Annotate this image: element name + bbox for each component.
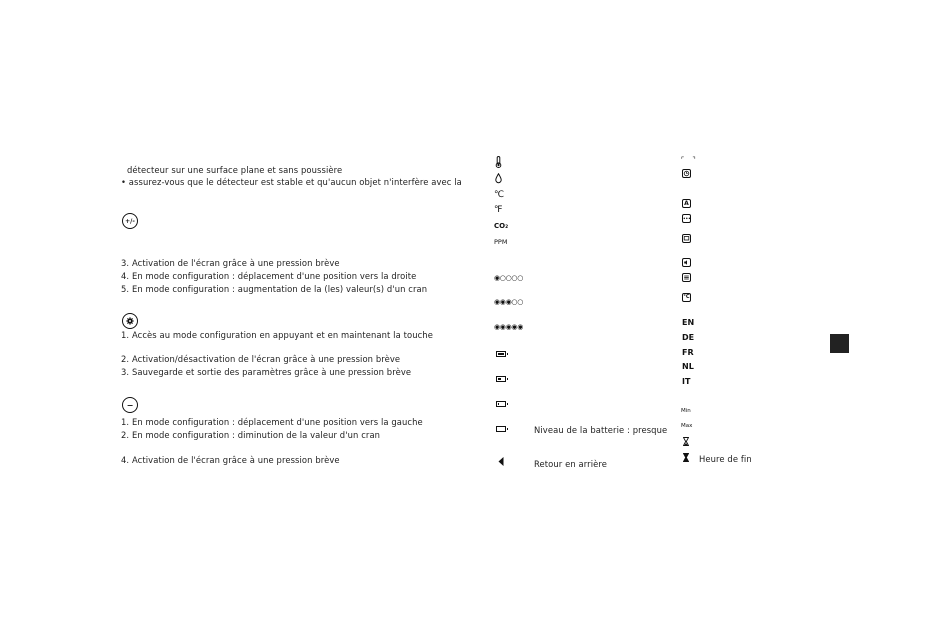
clock-box-icon: [682, 169, 691, 178]
end-time-text: Heure de fin: [699, 454, 752, 464]
co2-icon: CO₂: [494, 222, 509, 230]
minus-line-1: 1. En mode configuration : déplacement d'une position vers la gauche: [121, 417, 423, 427]
language-nl: NL: [682, 362, 694, 371]
gear-icon: [122, 313, 138, 329]
language-fr: FR: [682, 348, 694, 357]
minus-line-2: 2. En mode configuration : diminution de la valeur d'un cran: [121, 430, 381, 440]
battery-half-icon: [496, 376, 506, 382]
max-icon: Max: [681, 423, 693, 429]
language-en: EN: [682, 318, 695, 327]
plus-minus-icon-label: +/-: [125, 217, 135, 225]
gear-line-1: 1. Accès au mode configuration en appuyant et en maintenant la touche: [121, 330, 433, 340]
plus-minus-line-4: 4. En mode configuration : déplacement d'une position vers la droite: [121, 271, 417, 281]
level-5-icon: ◉◉◉◉◉: [494, 323, 524, 331]
brackets-icon: ⌜ ⌝: [681, 156, 699, 164]
minus-icon: [122, 397, 138, 413]
sound-box-icon: [682, 258, 691, 267]
hourglass-icon: [683, 437, 689, 446]
battery-level-text: Niveau de la batterie : presque: [534, 425, 668, 435]
dots-box-icon: •••: [683, 216, 691, 221]
min-icon: Min: [681, 408, 691, 414]
language-it: IT: [682, 377, 691, 386]
gear-line-3: 3. Sauvegarde et sortie des paramètres grâce à une pression brève: [121, 367, 412, 377]
language-de: DE: [682, 333, 695, 342]
celsius-icon: ℃: [494, 190, 505, 200]
screen-box-icon: [682, 234, 691, 243]
fahrenheit-icon: ℉: [494, 205, 503, 215]
plus-minus-line-3: 3. Activation de l'écran grâce à une pression brève: [121, 258, 340, 268]
level-1-icon: ◉○○○○: [494, 274, 524, 282]
plus-minus-line-5: 5. En mode configuration : augmentation de la (les) valeur(s) d'un cran: [121, 284, 428, 294]
back-arrow-icon: [498, 457, 504, 466]
battery-low-icon: [496, 401, 506, 407]
temperature-box-icon: °C: [683, 294, 690, 300]
gear-line-2: 2. Activation/désactivation de l'écran grâce à une pression brève: [121, 354, 401, 364]
intro-line-2: • assurez-vous que le détecteur est stable et qu'aucun objet n'interfère avec la: [121, 177, 462, 187]
ppm-icon: PPM: [494, 238, 508, 246]
minus-line-4: 4. Activation de l'écran grâce à une pression brève: [121, 455, 340, 465]
end-hourglass-icon: [683, 453, 689, 462]
auto-box-icon: A: [682, 199, 691, 208]
list-box-icon: [682, 273, 691, 282]
thermometer-icon: [495, 156, 502, 168]
back-text: Retour en arrière: [534, 459, 608, 469]
plus-minus-icon: [122, 213, 138, 229]
minus-icon-label: −: [126, 400, 134, 410]
humidity-drop-icon: [495, 173, 502, 184]
battery-full-icon: [496, 351, 506, 357]
level-3-icon: ◉◉◉○○: [494, 298, 524, 306]
battery-empty-icon: [496, 426, 506, 432]
page-tab-marker: [830, 334, 849, 353]
intro-line-1: détecteur sur une surface plane et sans poussière: [127, 165, 343, 175]
